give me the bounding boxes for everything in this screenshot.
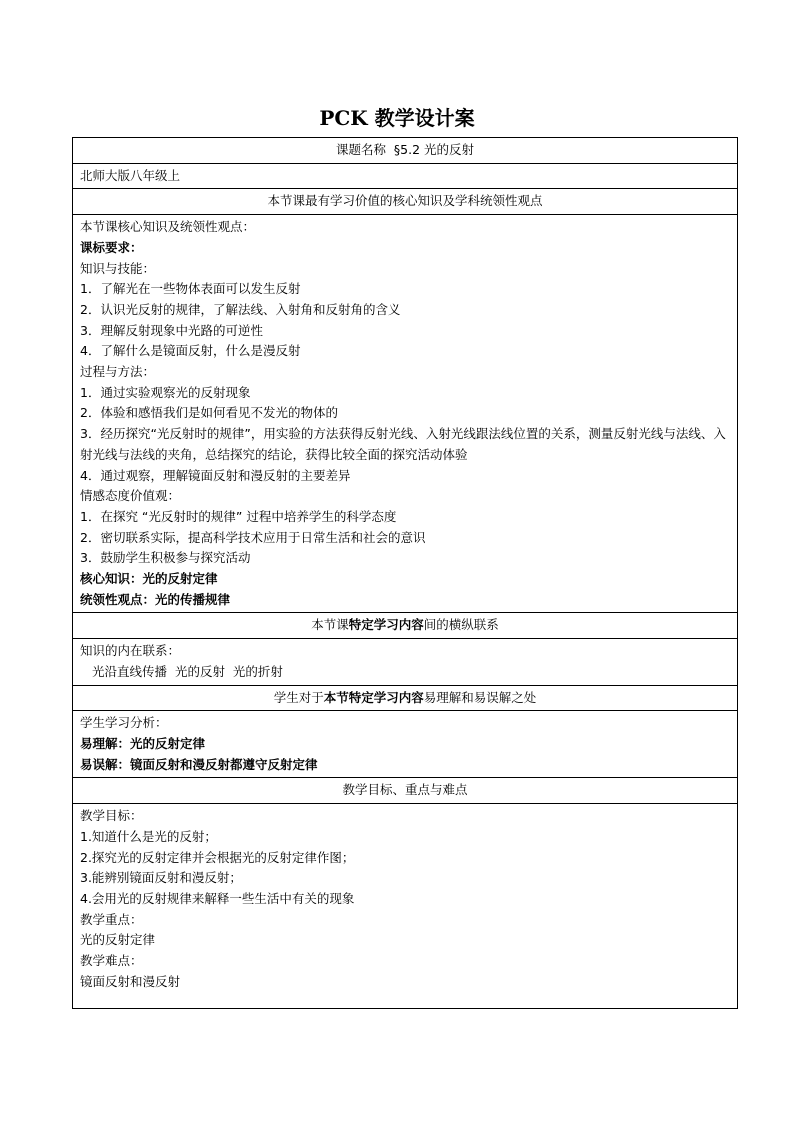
section4-header: 教学目标、重点与难点 <box>73 778 738 804</box>
document-title: PCK 教学设计案 <box>319 106 475 130</box>
section2-header-post: 间的横纵联系 <box>423 617 499 633</box>
section2-body <box>73 639 738 685</box>
leading-viewpoint: 统领性观点：光的传播规律 <box>80 591 231 607</box>
section4-body <box>73 804 738 1009</box>
pck-table <box>72 137 738 1009</box>
section3-body <box>73 711 738 778</box>
edition-row <box>73 163 738 189</box>
difficulty-label: 教学难点： <box>80 953 143 969</box>
section2-header-row <box>73 613 738 639</box>
emotion-label: 情感态度价值观： <box>80 488 181 504</box>
knowledge-item: 1．了解光在一些物体表面可以发生反射 <box>80 281 301 297</box>
section2-body-row <box>73 639 738 685</box>
section4-body-row <box>73 804 738 1009</box>
key-label: 教学重点： <box>80 911 143 927</box>
knowledge-item: 4．了解什么是镜面反射，什么是漫反射 <box>80 343 301 359</box>
course-name: 光的反射 <box>424 142 475 157</box>
course-label: 课题名称 <box>335 142 386 157</box>
course-cell <box>73 138 738 164</box>
section2-header-bold: 特定学习内容 <box>348 617 424 633</box>
process-item: 3．经历探究“光反射时的规律”，用实验的方法获得反射光线、入射光线跟法线位置的关系，测量反射光线与法线、入射光线与法线的夹角，总结探究的结论，获得比较全面的探究活动体验 <box>80 426 726 462</box>
section3-header-row <box>73 685 738 711</box>
section2-header <box>73 613 738 639</box>
section1-body-row <box>73 215 738 613</box>
emotion-item: 3．鼓励学生积极参与探究活动 <box>80 550 251 566</box>
process-item: 2．体验和感悟我们是如何看见不发光的物体的 <box>80 405 338 421</box>
section1-intro: 本节课核心知识及统领性观点： <box>80 219 256 235</box>
section2-intro: 知识的内在联系： <box>80 643 181 659</box>
edition-cell: 北师大版八年级上 <box>73 163 738 189</box>
section4-header-row <box>73 778 738 804</box>
process-label: 过程与方法： <box>80 364 156 380</box>
knowledge-item: 3．理解反射现象中光路的可逆性 <box>80 322 263 338</box>
goal-item: 4.会用光的反射规律来解释一些生活中有关的现象 <box>80 890 355 906</box>
course-row <box>73 138 738 164</box>
section3-intro: 学生学习分析： <box>80 715 168 731</box>
course-section: §5.2 <box>393 142 421 157</box>
easy-mistake: 易误解：镜面反射和漫反射都遵守反射定律 <box>80 756 318 772</box>
section2-header-pre: 本节课 <box>311 617 349 633</box>
section3-header-pre: 学生对于 <box>273 689 324 705</box>
goal-item: 1.知道什么是光的反射； <box>80 828 217 844</box>
section3-header <box>73 685 738 711</box>
process-item: 4．通过观察，理解镜面反射和漫反射的主要差异 <box>80 467 351 483</box>
section3-body-row <box>73 711 738 778</box>
knowledge-label: 知识与技能： <box>80 260 156 276</box>
section1-header: 本节课最有学习价值的核心知识及学科统领性观点 <box>73 189 738 215</box>
key-point: 光的反射定律 <box>80 932 156 948</box>
easy-understand: 易理解：光的反射定律 <box>80 735 206 751</box>
section3-header-post: 易理解和易误解之处 <box>423 689 537 705</box>
goal-item: 2.探究光的反射定律并会根据光的反射定律作图； <box>80 849 355 865</box>
section1-body <box>73 215 738 613</box>
difficulty-point: 镜面反射和漫反射 <box>80 973 181 989</box>
standard-label: 课标要求： <box>80 239 143 255</box>
knowledge-chain: 光沿直线传播 光的反射 光的折射 <box>92 663 283 679</box>
goals-label: 教学目标： <box>80 808 143 824</box>
core-knowledge: 核心知识：光的反射定律 <box>80 571 218 587</box>
emotion-item: 1．在探究 “光反射时的规律” 过程中培养学生的科学态度 <box>80 508 397 524</box>
goal-item: 3.能辨别镜面反射和漫反射； <box>80 870 242 886</box>
knowledge-item: 2．认识光反射的规律，了解法线、入射角和反射角的含义 <box>80 301 401 317</box>
process-item: 1．通过实验观察光的反射现象 <box>80 384 251 400</box>
emotion-item: 2．密切联系实际，提高科学技术应用于日常生活和社会的意识 <box>80 529 426 545</box>
section1-header-row <box>73 189 738 215</box>
section3-header-bold: 本节特定学习内容 <box>323 689 424 705</box>
